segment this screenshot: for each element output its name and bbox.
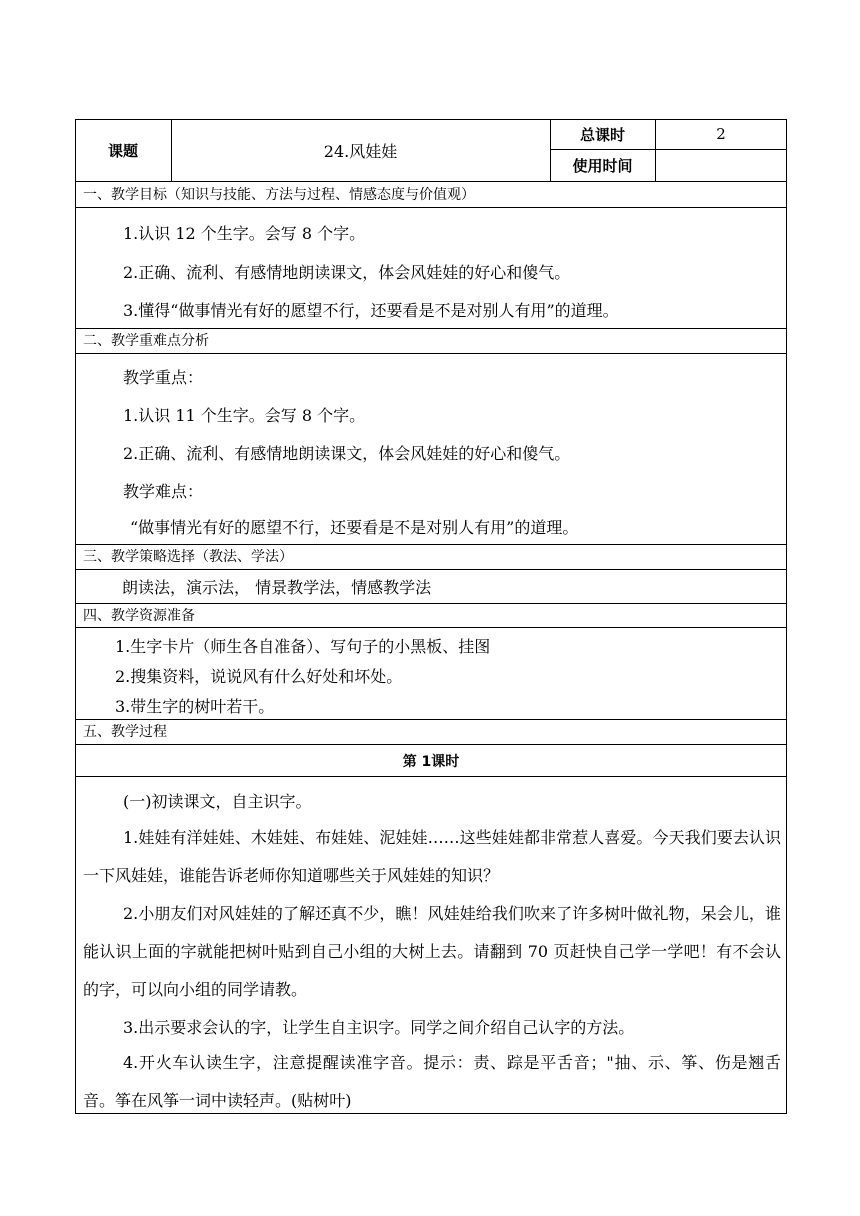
process-item: 2.小朋友们对风娃娃的了解还真不少，瞧！风娃娃给我们吹来了许多树叶做礼物，呆会儿，谁能认识上面的字就能把树叶贴到自己小组的大树上去。请翻到 70 页赶快自己学一学吧！有不会认的字，可以向小组的同学请教。	[83, 904, 781, 999]
process-title: 五、教学过程	[83, 724, 167, 740]
total-hours-label: 总课时	[579, 125, 625, 144]
keypoints-title: 二、教学重难点分析	[83, 333, 209, 349]
table-border	[75, 627, 787, 628]
process-item: 1.娃娃有洋娃娃、木娃娃、布娃娃、泥娃娃……这些娃娃都非常惹人喜爱。今天我们要去认识一下风娃娃，谁能告诉老师你知道哪些关于风娃娃的知识？	[83, 828, 781, 885]
table-border	[75, 569, 787, 570]
subject-label: 课题	[107, 141, 138, 160]
resource-item: 3.带生字的树叶若干。	[115, 697, 275, 716]
total-hours-value: 2	[716, 125, 726, 143]
keypoint-item: 教学难点：	[123, 482, 204, 501]
usage-time-value	[655, 150, 787, 181]
table-border	[75, 181, 787, 182]
goal-item: 3.懂得“做事情光有好的愿望不行，还要看是不是对别人有用”的道理。	[123, 301, 619, 320]
table-border-right	[786, 119, 787, 1113]
keypoint-item: 2.正确、流利、有感情地朗读课文，体会风娃娃的好心和傻气。	[123, 444, 571, 463]
table-border	[75, 544, 787, 545]
keypoint-item: “做事情光有好的愿望不行，还要看是不是对别人有用”的道理。	[130, 518, 579, 537]
goal-item: 1.认识 12 个生字。会写 8 个字。	[123, 224, 366, 243]
usage-time-label: 使用时间	[572, 157, 633, 175]
table-border	[75, 603, 787, 604]
goal-item: 2.正确、流利、有感情地朗读课文，体会风娃娃的好心和傻气。	[123, 263, 571, 282]
table-border	[75, 353, 787, 354]
table-border	[75, 776, 787, 777]
keypoint-item: 教学重点：	[123, 368, 204, 387]
strategy-title: 三、教学策略选择（教法、学法）	[83, 549, 293, 565]
table-border	[75, 207, 787, 208]
process-item: 3.出示要求会认的字，让学生自主识字。同学之间介绍自己认字的方法。	[123, 1018, 635, 1037]
table-border	[75, 719, 787, 720]
period-title: 第 1课时	[402, 753, 460, 770]
strategy-text: 朗读法，演示法， 情景教学法，情感教学法	[122, 578, 432, 597]
process-item: 4.开火车认读生字，注意提醒读准字音。提示：责、踪是平舌音；"抽、示、筝、伤是翘舌音。筝在风筝一词中读轻声。(贴树叶)	[83, 1053, 781, 1110]
keypoint-item: 1.认识 11 个生字。会写 8 个字。	[123, 406, 366, 425]
resource-item: 2.搜集资料，说说风有什么好处和坏处。	[115, 667, 403, 686]
table-border	[75, 328, 787, 329]
resource-item: 1.生字卡片（师生各自准备）、写句子的小黑板、挂图	[115, 637, 491, 656]
process-item: (一)初读课文，自主识字。	[123, 792, 312, 811]
resources-title: 四、教学资源准备	[83, 608, 195, 624]
lesson-title: 24.风娃娃	[323, 141, 398, 161]
table-border-left	[75, 119, 76, 1113]
goals-title: 一、教学目标（知识与技能、方法与过程、情感态度与价值观）	[83, 187, 475, 203]
